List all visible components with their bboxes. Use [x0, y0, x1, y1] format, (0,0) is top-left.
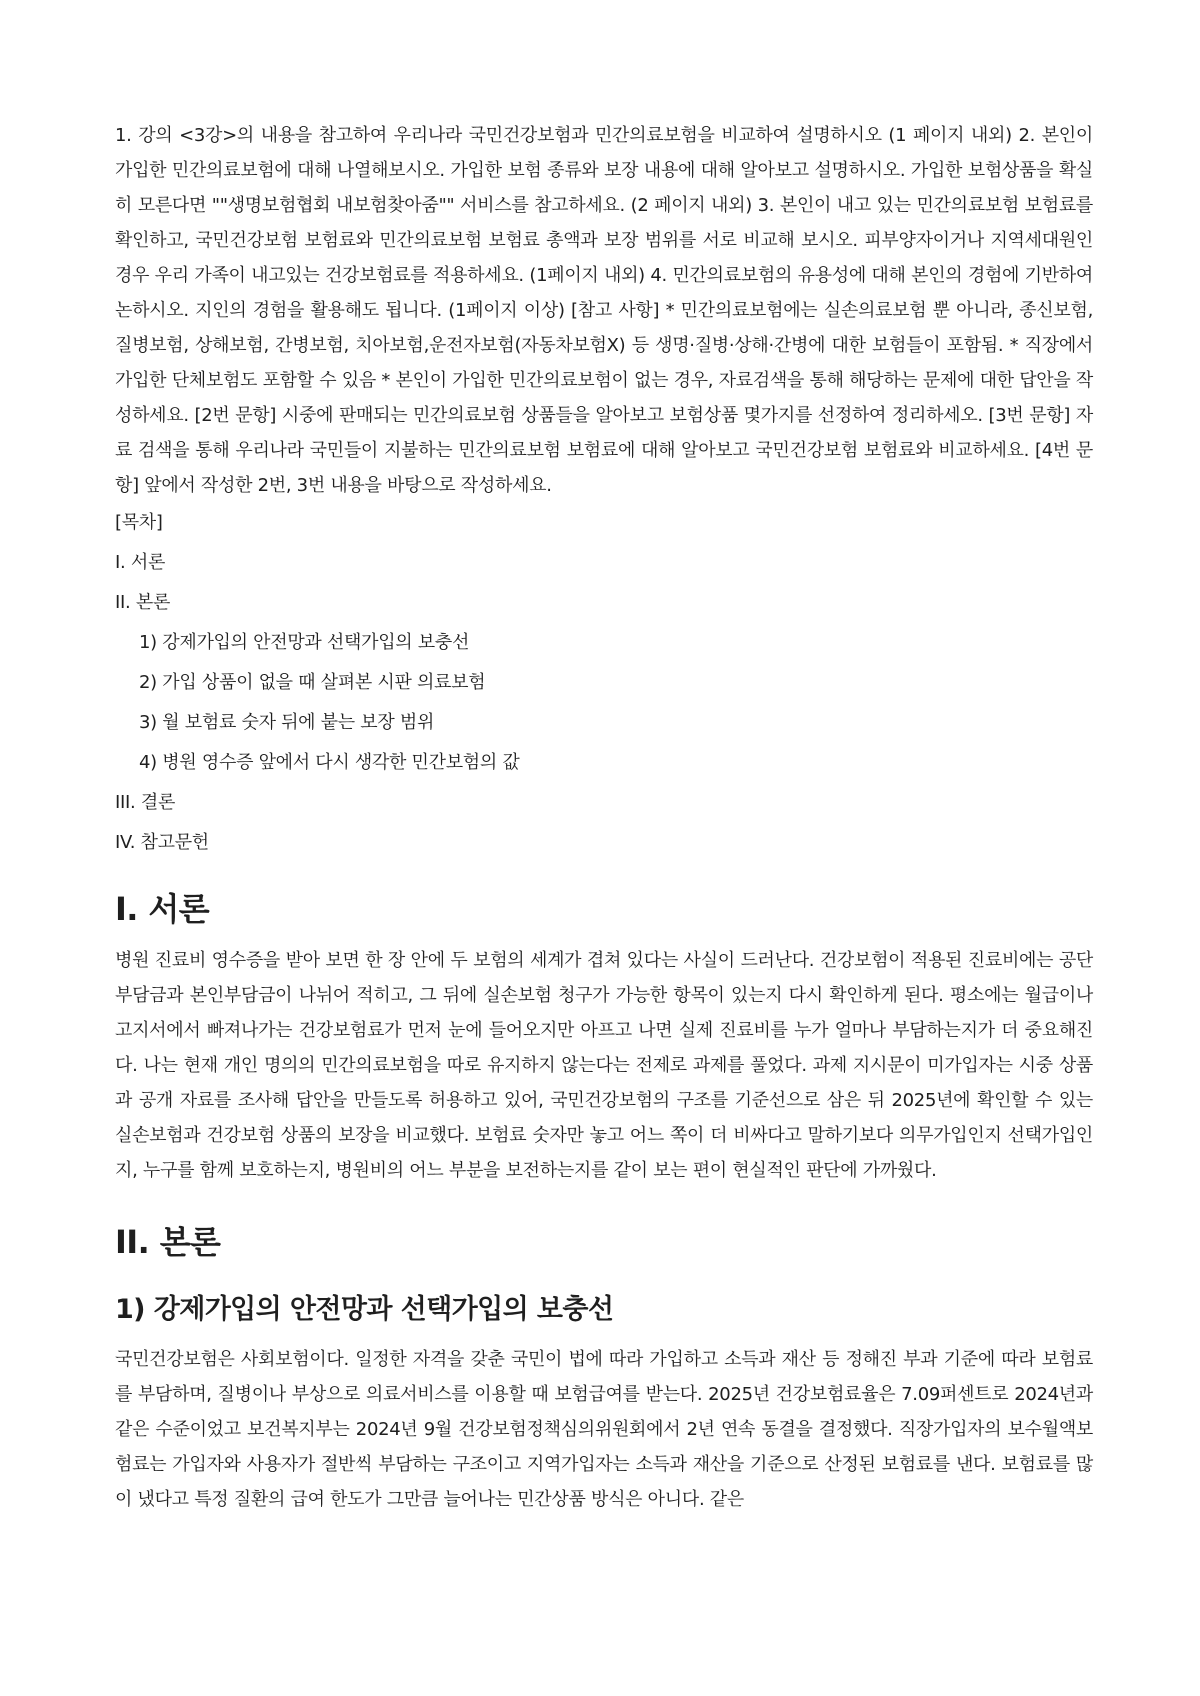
- toc-item: 1) 강제가입의 안전망과 선택가입의 보충선: [139, 632, 470, 653]
- toc-title: [목차]: [115, 512, 163, 533]
- assignment-instructions: 1. 강의 <3강>의 내용을 참고하여 우리나라 국민건강보험과 민간의료보험을 비교하여 설명하시오 (1 페이지 내외) 2. 본인이 가입한 민간의료보험에 대해 나열해보시오. 가입한 보험 종류와 보장 내용에 대해 알아보고 설명하시오. 가입한 보험상품을 확실히 모른다면 ""생명보험협회 내보험찾아줌"" 서비스를 참고하세요. (2 페이지 내외) 3. 본인이 내고 있는 민간의료보험 보험료를 확인하고, 국민건강보험 보험료와 민간의료보험 보험료 총액과 보장 범위를 서로 비교해 보시오. 피부양자이거나 지역세대원인 경우 우리 가족이 내고있는 건강보험료를 적용하세요. (1페이지 내외) 4. 민간의료보험의 유용성에 대해 본인의 경험에 기반하여 논하시오. 지인의 경험을 활용해도 됩니다. (1페이지 이상) [참고 사항] * 민간의료보험에는 실손의료보험 뿐 아니라, 종신보험, 질병보험, 상해보험, 간병보험, 치아보험,운전자보험(자동차보험X) 등 생명·질병·상해·간병에 대한 보험들이 포함됨. * 직장에서 가입한 단체보험도 포함할 수 있음 * 본인이 가입한 민간의료보험이 없는 경우, 자료검색을 통해 해당하는 문제에 대한 답안을 작성하세요. [2번 문항] 시중에 판매되는 민간의료보험 상품들을 알아보고 보험상품 몇가지를 선정하여 정리하세오. [3번 문항] 자료 검색을 통해 우리나라 국민들이 지불하는 민간의료보험 보험료에 대해 알아보고 국민건강보험 보험료와 비교하세요. [4번 문항] 앞에서 작성한 2번, 3번 내용을 바탕으로 작성하세요.: [115, 125, 1093, 496]
- toc-item: I. 서론: [115, 552, 166, 573]
- toc-item: 3) 월 보험료 숫자 뒤에 붙는 보장 범위: [139, 712, 435, 733]
- toc-item: IV. 참고문헌: [115, 832, 209, 853]
- section-heading-body: II. 본론: [115, 1223, 221, 1261]
- toc-item: II. 본론: [115, 592, 171, 613]
- subsection-heading-1: 1) 강제가입의 안전망과 선택가입의 보충선: [115, 1294, 614, 1325]
- section-heading-introduction: I. 서론: [115, 890, 210, 928]
- introduction-paragraph: 병원 진료비 영수증을 받아 보면 한 장 안에 두 보험의 세계가 겹쳐 있다는 사실이 드러난다. 건강보험이 적용된 진료비에는 공단부담금과 본인부담금이 나뉘어 적히고, 그 뒤에 실손보험 청구가 가능한 항목이 있는지 다시 확인하게 된다. 평소에는 월급이나 고지서에서 빠져나가는 건강보험료가 먼저 눈에 들어오지만 아프고 나면 실제 진료비를 누가 얼마나 부담하는지가 더 중요해진다. 나는 현재 개인 명의의 민간의료보험을 따로 유지하지 않는다는 전제로 과제를 풀었다. 과제 지시문이 미가입자는 시중 상품과 공개 자료를 조사해 답안을 만들도록 허용하고 있어, 국민건강보험의 구조를 기준선으로 삼은 뒤 2025년에 확인할 수 있는 실손보험과 건강보험 상품의 보장을 비교했다. 보험료 숫자만 놓고 어느 쪽이 더 비싸다고 말하기보다 의무가입인지 선택가입인지, 누구를 함께 보호하는지, 병원비의 어느 부분을 보전하는지를 같이 보는 편이 현실적인 판단에 가까웠다.: [115, 950, 1093, 1181]
- toc-item: III. 결론: [115, 792, 176, 813]
- subsection-1-paragraph: 국민건강보험은 사회보험이다. 일정한 자격을 갖춘 국민이 법에 따라 가입하고 소득과 재산 등 정해진 부과 기준에 따라 보험료를 부담하며, 질병이나 부상으로 의료서비스를 이용할 때 보험급여를 받는다. 2025년 건강보험료율은 7.09퍼센트로 2024년과 같은 수준이었고 보건복지부는 2024년 9월 건강보험정책심의위원회에서 2년 연속 동결을 결정했다. 직장가입자의 보수월액보험료는 가입자와 사용자가 절반씩 부담하는 구조이고 지역가입자는 소득과 재산을 기준으로 산정된 보험료를 낸다. 보험료를 많이 냈다고 특정 질환의 급여 한도가 그만큼 늘어나는 민간상품 방식은 아니다. 같은: [115, 1349, 1093, 1510]
- table-of-contents: [115, 503, 1093, 863]
- toc-item: 4) 병원 영수증 앞에서 다시 생각한 민간보험의 값: [139, 752, 520, 773]
- toc-item: 2) 가입 상품이 없을 때 살펴본 시판 의료보험: [139, 672, 486, 693]
